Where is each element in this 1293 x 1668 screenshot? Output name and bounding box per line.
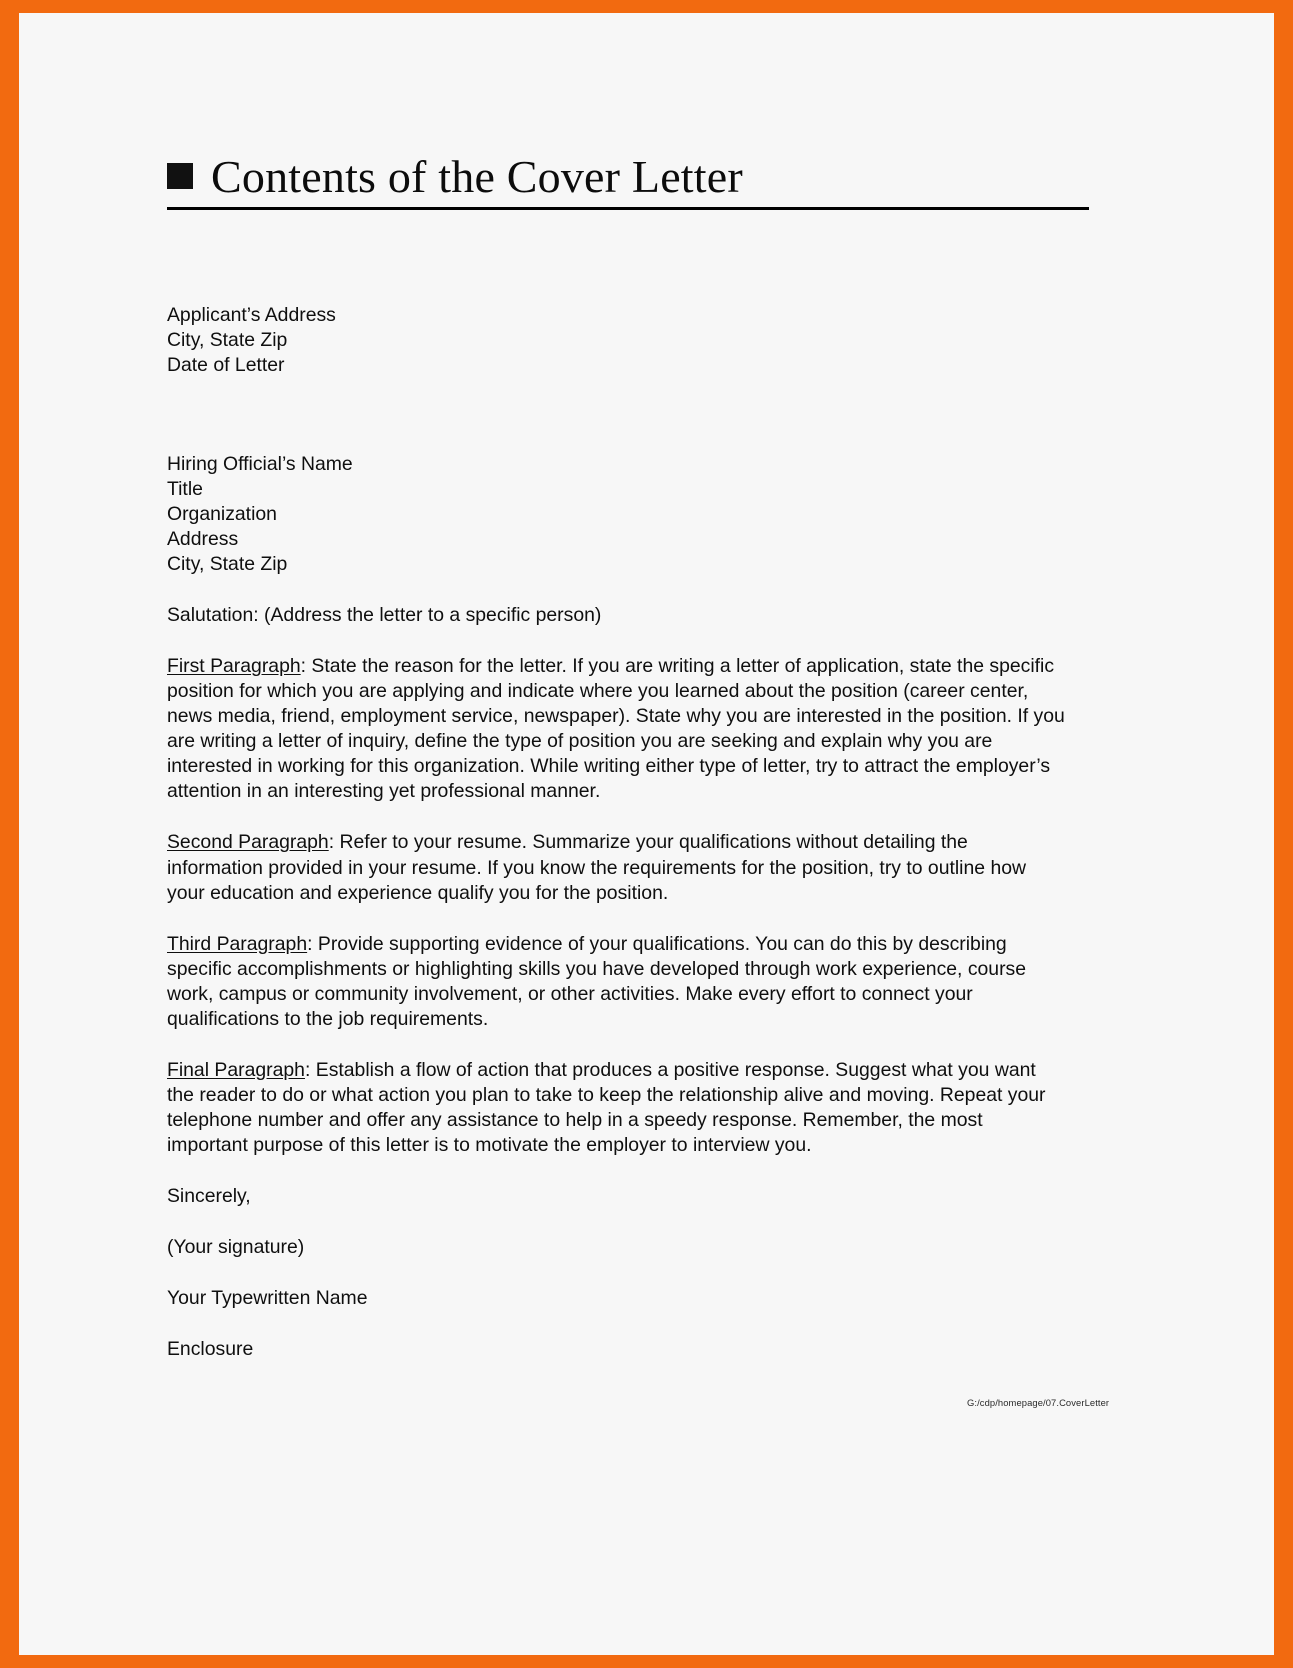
paragraph-text: : State the reason for the letter. If you are writing a letter of application, state the specific position for which you are applying and indicate where you learned about the position (career center, news media, friend, employment service, newspaper). State why you are interested in the position. If you are writing a letter of inquiry, define the type of position you are seeking and explain why you are interested in working for this organization. While writing either type of letter, try to attract the employer’s attention in an interesting yet professional manner. xyxy=(167,655,1065,803)
sender-address-block xyxy=(167,303,1067,378)
paragraph-second xyxy=(167,830,1067,905)
recipient-address-line: Address xyxy=(167,528,239,551)
closing-signature: (Your signature) xyxy=(167,1235,305,1258)
spacer xyxy=(167,1209,1067,1235)
recipient-address-block xyxy=(167,452,1067,577)
recipient-address-line: City, State Zip xyxy=(167,553,288,576)
paragraph-third xyxy=(167,932,1067,1032)
paragraph-text: : Provide supporting evidence of your qualifications. You can do this by describing specific accomplishments or highlighting skills you have developed through work experience, course work, campus or community involvement, or other activities. Make every effort to connect your qualifications to the job requirements. xyxy=(167,932,1027,1030)
spacer xyxy=(167,1260,1067,1286)
recipient-address-line: Hiring Official’s Name xyxy=(167,453,353,476)
salutation-line: Salutation: (Address the letter to a specific person) xyxy=(167,604,602,627)
page-title-row xyxy=(167,153,1089,210)
paragraph-first xyxy=(167,654,1067,804)
letter-body xyxy=(167,303,1067,1362)
spacer xyxy=(167,378,1067,452)
spacer xyxy=(167,1311,1067,1337)
spacer xyxy=(167,577,1067,603)
closing-enclosure: Enclosure xyxy=(167,1337,254,1360)
black-square-bullet-icon xyxy=(167,163,193,189)
document-page xyxy=(19,13,1274,1655)
paragraph-label: First Paragraph xyxy=(167,655,301,678)
page-title: Contents of the Cover Letter xyxy=(211,151,743,202)
document-content xyxy=(167,13,1127,1655)
recipient-address-line: Organization xyxy=(167,503,277,526)
paragraph-label: Third Paragraph xyxy=(167,932,308,955)
spacer xyxy=(167,628,1067,654)
sender-address-line: City, State Zip xyxy=(167,329,288,352)
closing-typed-name: Your Typewritten Name xyxy=(167,1286,368,1309)
spacer xyxy=(167,804,1067,830)
recipient-address-line: Title xyxy=(167,478,203,501)
spacer xyxy=(167,1032,1067,1058)
paragraph-label: Final Paragraph xyxy=(167,1058,305,1081)
footer-path-note: G:/cdp/homepage/07.CoverLetter xyxy=(967,1397,1110,1408)
paragraph-final xyxy=(167,1058,1067,1158)
spacer xyxy=(167,906,1067,932)
spacer xyxy=(167,1158,1067,1184)
sender-address-line: Date of Letter xyxy=(167,354,285,377)
paragraph-label: Second Paragraph xyxy=(167,831,329,854)
paragraph-text: : Refer to your resume. Summarize your qualifications without detailing the information provided in your resume. If you know the requirements for the position, try to outline how your education and experience qualify you for the position. xyxy=(167,831,1027,904)
paragraph-text: : Establish a flow of action that produces a positive response. Suggest what you want the reader to do or what action you plan to take to keep the relationship alive and moving. Repeat your telephone number and offer any assistance to help in a speedy response. Remember, the most important purpose of this letter is to motivate the employer to interview you. xyxy=(167,1058,1046,1156)
sender-address-line: Applicant’s Address xyxy=(167,304,336,326)
closing-sincerely: Sincerely, xyxy=(167,1184,251,1207)
